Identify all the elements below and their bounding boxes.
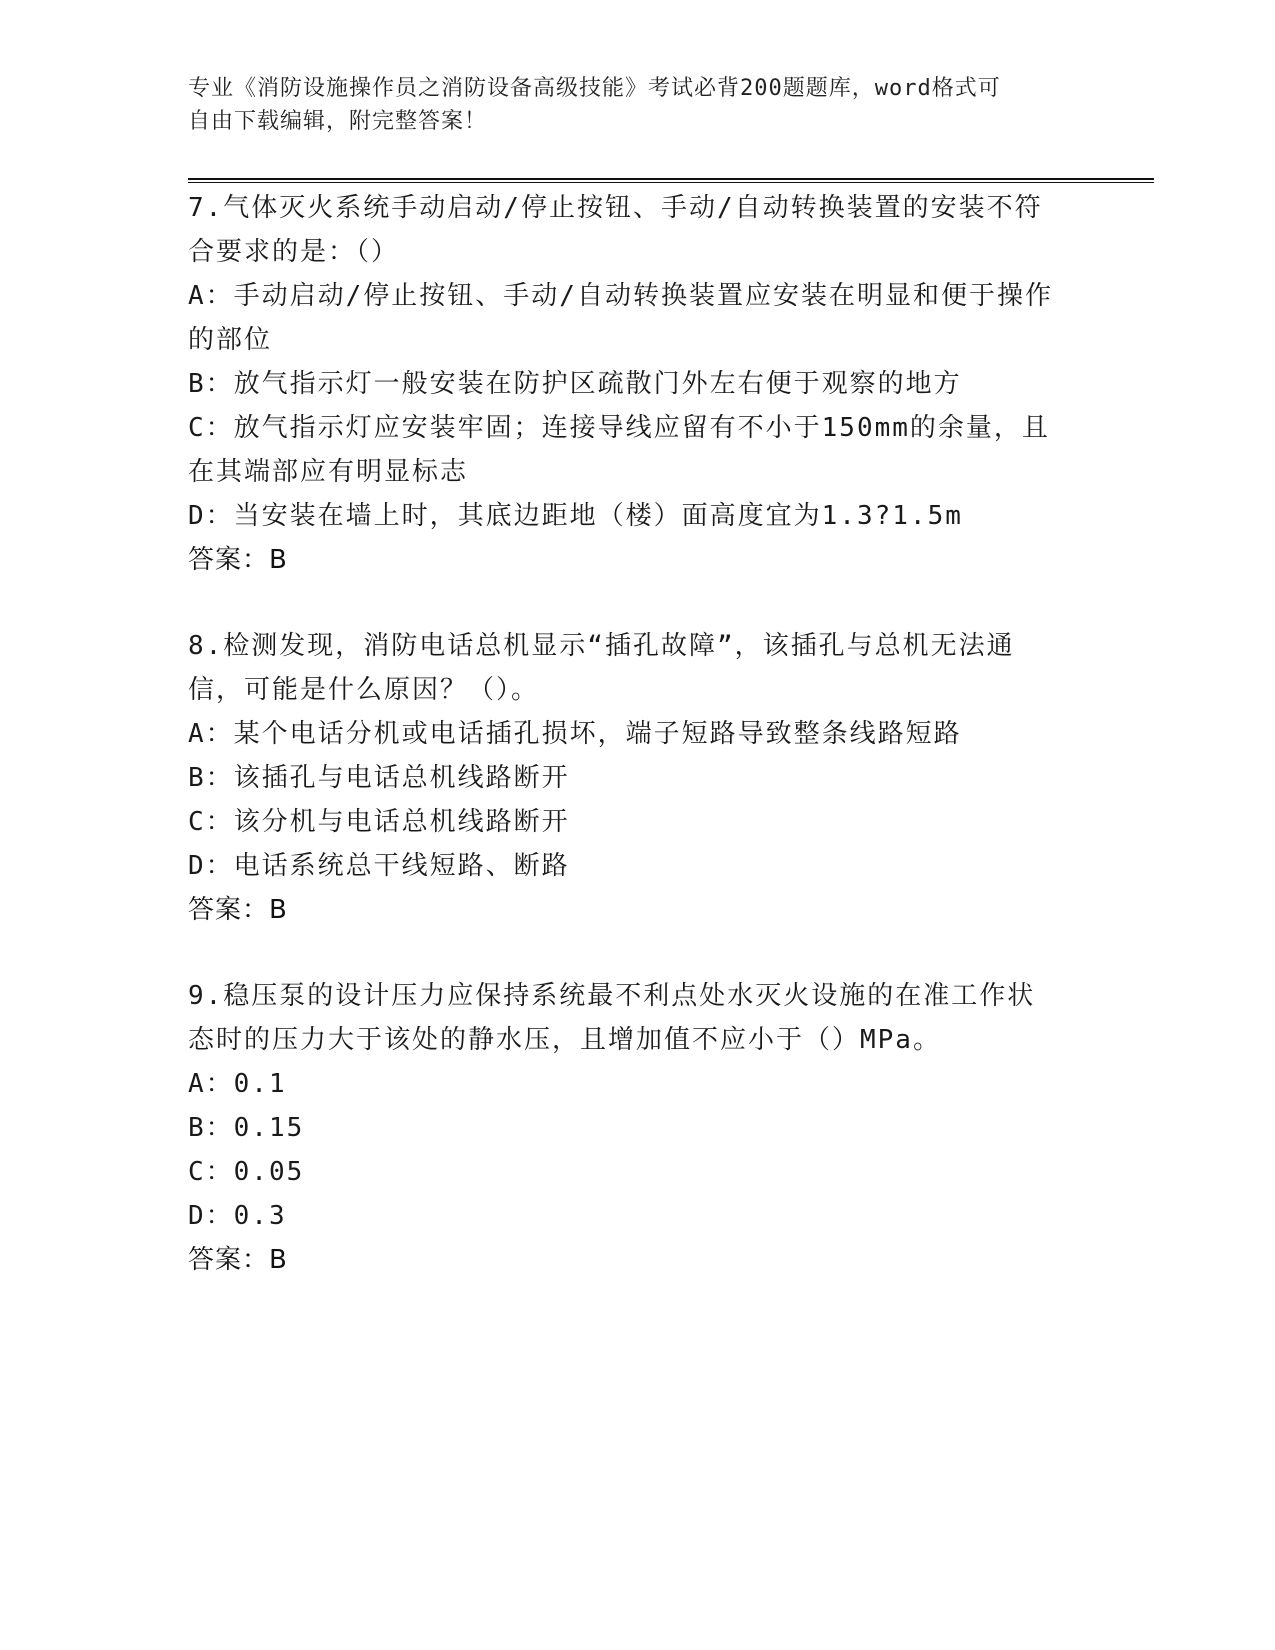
answer: 答案：B — [188, 545, 288, 575]
question-7 — [188, 186, 1088, 582]
question-stem: 8.检测发现，消防电话总机显示“插孔故障”，该插孔与总机无法通 — [188, 631, 1015, 661]
question-stem-cont: 信，可能是什么原因？（）。 — [188, 675, 540, 705]
header-line-2: 自由下载编辑，附完整答案！ — [188, 109, 488, 134]
question-8 — [188, 624, 1088, 932]
question-stem: 7.气体灭火系统手动启动/停止按钮、手动/自动转换装置的安装不符 — [188, 193, 1043, 223]
question-stem: 9.稳压泵的设计压力应保持系统最不利点处水灭火设施的在准工作状 — [188, 981, 1036, 1011]
option-a: A：手动启动/停止按钮、手动/自动转换装置应安装在明显和便于操作 — [188, 281, 1053, 311]
answer: 答案：B — [188, 1245, 288, 1275]
option-a: A：0.1 — [188, 1069, 287, 1099]
option-c: C：该分机与电话总机线路断开 — [188, 807, 570, 837]
option-c-cont: 在其端部应有明显标志 — [188, 457, 469, 487]
question-stem-cont: 合要求的是：（） — [188, 237, 400, 267]
header-line-1: 专业《消防设施操作员之消防设备高级技能》考试必背200题题库，word格式可 — [188, 76, 1001, 101]
option-c: C：0.05 — [188, 1157, 305, 1187]
option-d: D：电话系统总干线短路、断路 — [188, 851, 570, 881]
option-a-cont: 的部位 — [188, 325, 273, 355]
option-b: B：该插孔与电话总机线路断开 — [188, 763, 570, 793]
option-c: C：放气指示灯应安装牢固；连接导线应留有不小于150mm的余量，且 — [188, 413, 1050, 443]
question-9 — [188, 974, 1088, 1282]
option-b: B：放气指示灯一般安装在防护区疏散门外左右便于观察的地方 — [188, 369, 962, 399]
page-header — [188, 72, 1068, 138]
option-a: A：某个电话分机或电话插孔损坏，端子短路导致整条线路短路 — [188, 719, 962, 749]
question-stem-cont: 态时的压力大于该处的静水压，且增加值不应小于（）MPa。 — [188, 1025, 941, 1055]
option-b: B：0.15 — [188, 1113, 305, 1143]
option-d: D：0.3 — [188, 1201, 287, 1231]
answer: 答案：B — [188, 895, 288, 925]
question-list — [188, 186, 1088, 1324]
header-divider — [188, 178, 1154, 183]
option-d: D：当安装在墙上时，其底边距地（楼）面高度宜为1.3?1.5m — [188, 501, 963, 531]
